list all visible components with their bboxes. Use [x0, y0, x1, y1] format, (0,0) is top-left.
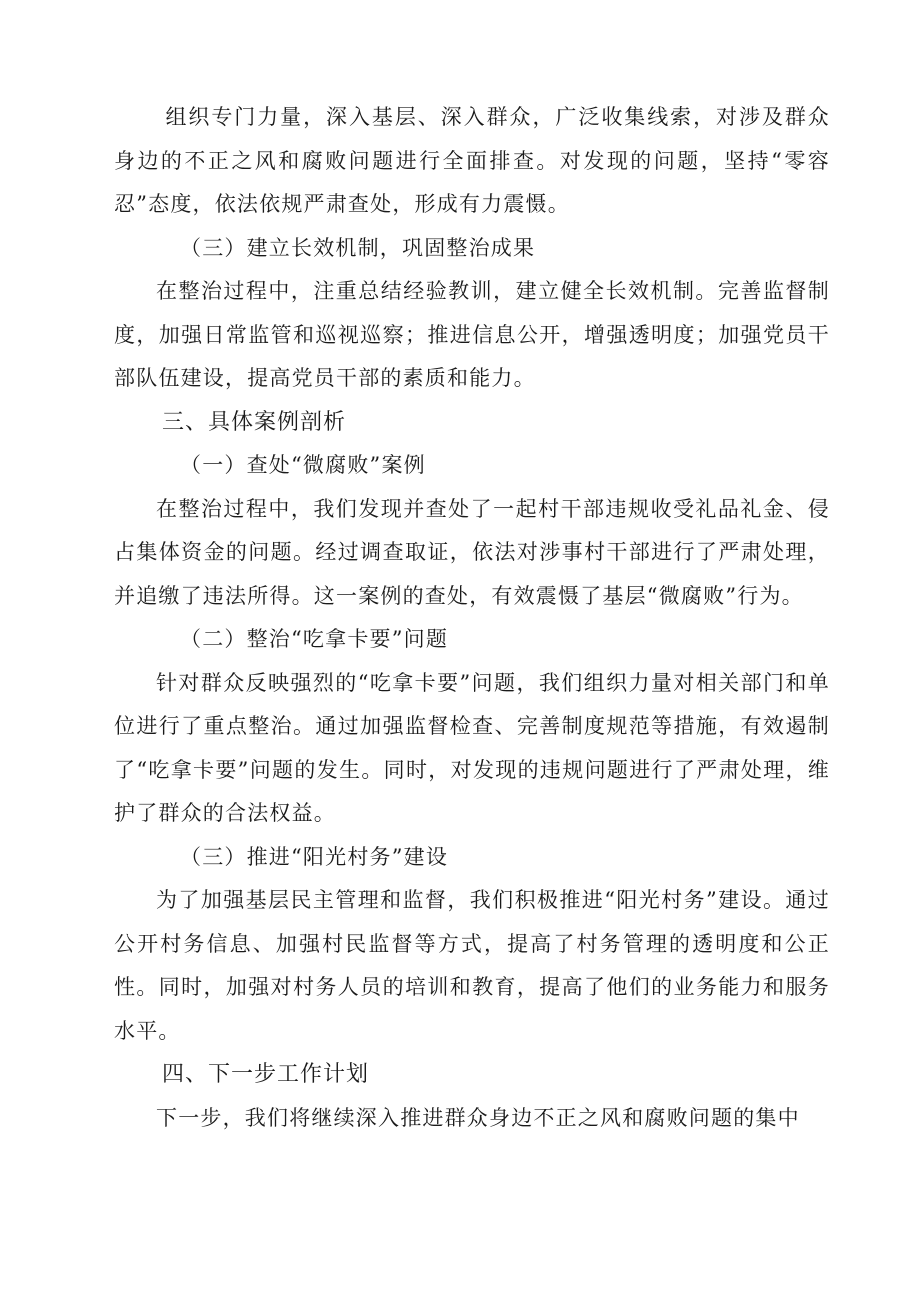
subheading: （二）整治“吃拿卡要”问题 [180, 627, 449, 651]
subheading: （三）建立长效机制，巩固整治成果 [180, 235, 536, 260]
body-paragraph: 组织专门力量，深入基层、深入群众，广泛收集线索，对涉及群众身边的不正之风和腐败问题进行全面排查。对发现的问题，坚持“零容忍”态度，依法依规严肃查处，形成有力震慑。 [114, 105, 830, 216]
body-paragraph: 在整治过程中，我们发现并查处了一起村干部违规收受礼品礼金、侵占集体资金的问题。经过调查取证，依法对涉事村干部进行了严肃处理，并追缴了违法所得。这一案例的查处，有效震慑了基层“微腐败”行为。 [114, 496, 830, 608]
body-paragraph: 为了加强基层民主管理和监督，我们积极推进“阳光村务”建设。通过公开村务信息、加强村民监督等方式，提高了村务管理的透明度和公正性。同时，加强对村务人员的培训和教育，提高了他们的业务能力和服务水平。 [114, 888, 830, 1043]
subheading: （三）推进“阳光村务”建设 [180, 844, 449, 869]
body-paragraph: 针对群众反映强烈的“吃拿卡要”问题，我们组织力量对相关部门和单位进行了重点整治。通过加强监督检查、完善制度规范等措施，有效遏制了“吃拿卡要”问题的发生。同时，对发现的违规问题进行了严肃处理，维护了群众的合法权益。 [114, 670, 830, 825]
body-paragraph: 下一步，我们将继续深入推进群众身边不正之风和腐败问题的集中 [156, 1105, 800, 1130]
section-heading: 三、具体案例剖析 [162, 409, 347, 435]
subheading: （一）查处“微腐败”案例 [180, 453, 426, 477]
body-paragraph: 在整治过程中，注重总结经验教训，建立健全长效机制。完善监督制度，加强日常监管和巡视巡察；推进信息公开，增强透明度；加强党员干部队伍建设，提高党员干部的素质和能力。 [114, 279, 830, 390]
document-page [114, 96, 830, 1140]
section-heading: 四、下一步工作计划 [162, 1062, 370, 1087]
